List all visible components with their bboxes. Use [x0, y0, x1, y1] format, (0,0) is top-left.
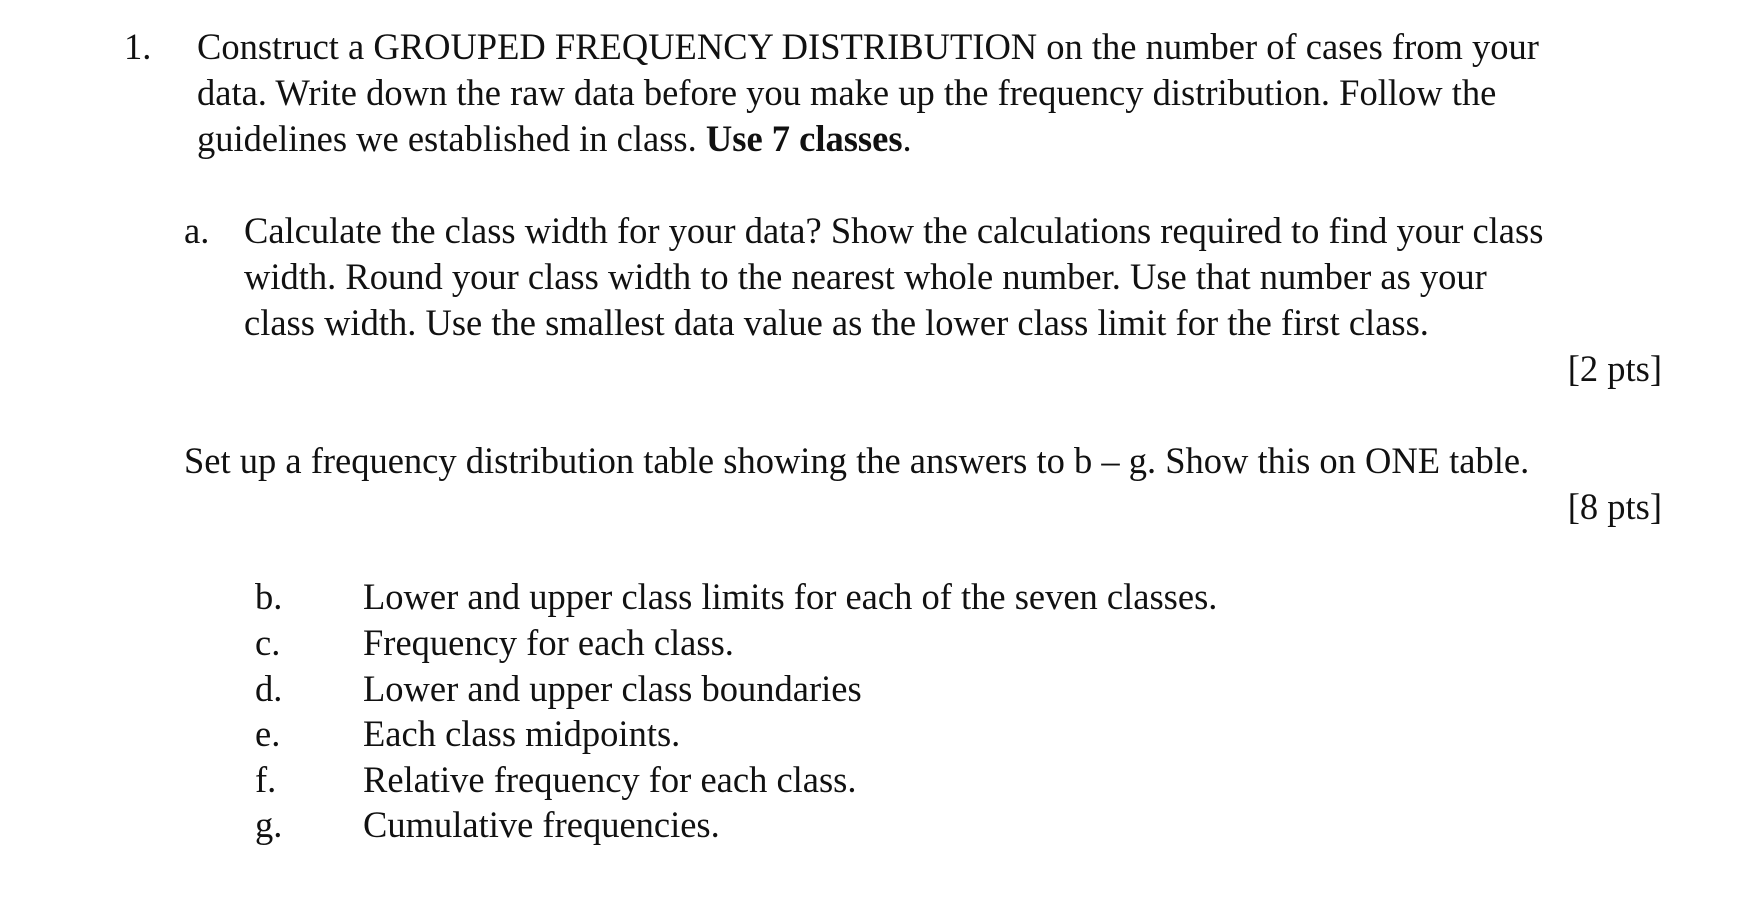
sub-item-d-label: d. [255, 668, 283, 709]
part-a-line-2: width. Round your class width to the nearest whole number. Use that number as your [244, 256, 1487, 297]
part-a-line-1: Calculate the class width for your data? Show the calculations required to find your class [244, 210, 1544, 251]
sub-item-e-text: Each class midpoints. [363, 713, 681, 754]
part-a-label: a. [184, 210, 210, 251]
classes-emphasis: Use 7 classes [705, 118, 903, 159]
sub-item-g-label: g. [255, 804, 283, 845]
sub-item-c-label: c. [255, 622, 281, 663]
question-line-1: Construct a GROUPED FREQUENCY DISTRIBUTION on the number of cases from your [197, 26, 1539, 67]
question-number: 1. [124, 26, 152, 67]
sub-item-c-text: Frequency for each class. [363, 622, 734, 663]
sub-item-f-label: f. [255, 759, 277, 800]
table-instruction: Set up a frequency distribution table showing the answers to b – g. Show this on ONE table. [184, 440, 1530, 481]
part-a-points: [2 pts] [1567, 348, 1662, 389]
sub-item-b-label: b. [255, 576, 283, 617]
question-line-3 [197, 116, 912, 162]
sub-item-g-text: Cumulative frequencies. [363, 804, 720, 845]
table-points: [8 pts] [1567, 486, 1662, 527]
sub-item-b-text: Lower and upper class limits for each of the seven classes. [363, 576, 1218, 617]
sub-item-f-text: Relative frequency for each class. [363, 759, 857, 800]
sub-item-d-text: Lower and upper class boundaries [363, 668, 862, 709]
question-line-3-end: . [902, 118, 912, 159]
question-line-3-text: guidelines we established in class. [197, 118, 706, 159]
part-a-line-3: class width. Use the smallest data value as the lower class limit for the first class. [244, 302, 1429, 343]
sub-item-e-label: e. [255, 713, 281, 754]
question-line-2: data. Write down the raw data before you make up the frequency distribution. Follow the [197, 72, 1497, 113]
